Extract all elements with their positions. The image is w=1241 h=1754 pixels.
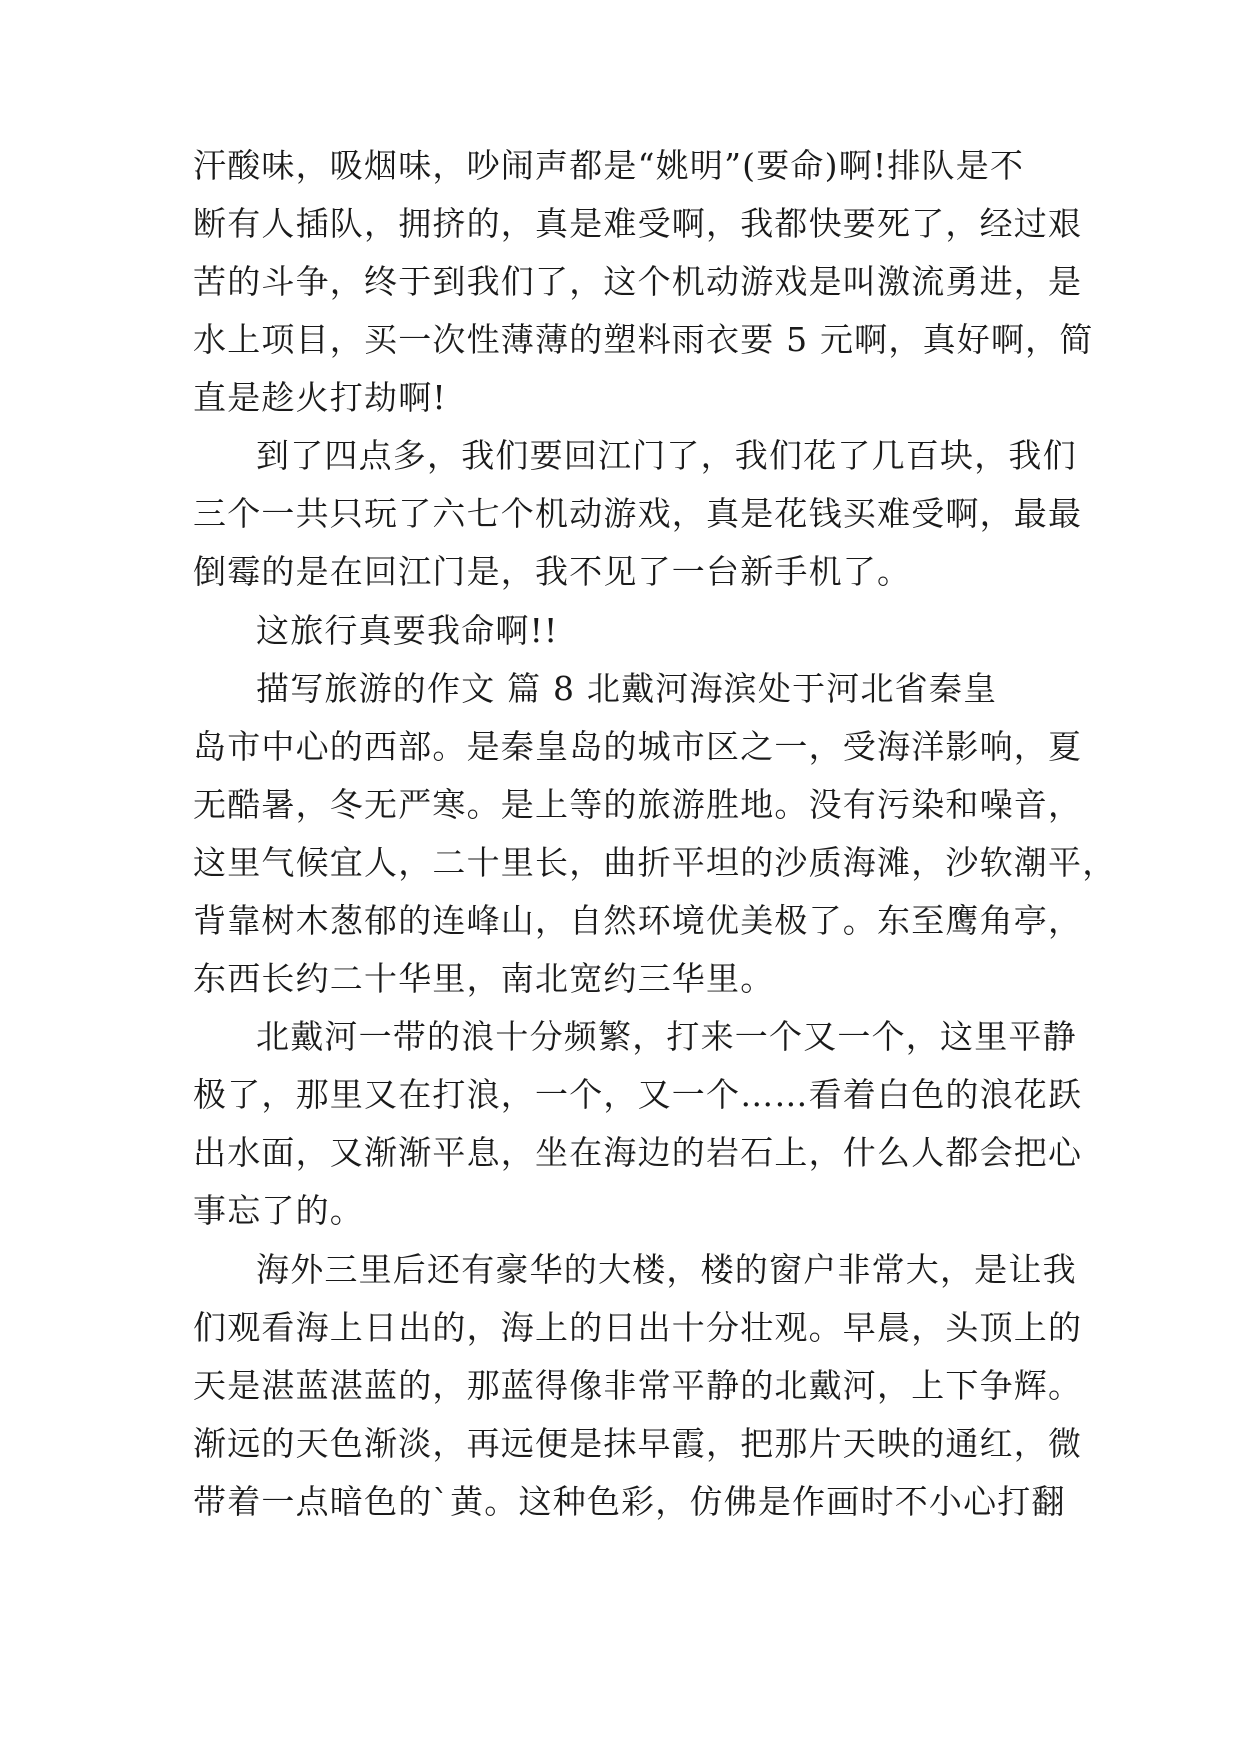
text-line: 倒霉的是在回江门是，我不见了一台新手机了。 <box>193 552 912 591</box>
text-line: 苦的斗争，终于到我们了，这个机动游戏是叫激流勇进，是 <box>193 262 1083 301</box>
text-line: 岛市中心的西部。是秦皇岛的城市区之一，受海洋影响，夏 <box>193 727 1083 766</box>
paragraph-start-line: 这旅行真要我命啊!! <box>256 611 559 650</box>
text-line: 背靠树木葱郁的连峰山，自然环境优美极了。东至鹰角亭， <box>193 901 1083 940</box>
section-heading-line: 描写旅游的作文 篇 8 北戴河海滨处于河北省秦皇 <box>256 669 998 708</box>
text-line: 无酷暑，冬无严寒。是上等的旅游胜地。没有污染和噪音， <box>193 785 1083 824</box>
paragraph-start-line: 北戴河一带的浪十分频繁，打来一个又一个，这里平静 <box>256 1017 1077 1056</box>
text-line: 水上项目，买一次性薄薄的塑料雨衣要 5 元啊，真好啊，简 <box>193 320 1094 359</box>
text-line: 直是趁火打劫啊! <box>193 378 447 417</box>
paragraph-start-line: 到了四点多，我们要回江门了，我们花了几百块，我们 <box>256 436 1077 475</box>
text-line: 汗酸味，吸烟味，吵闹声都是“姚明”(要命)啊!排队是不 <box>193 146 1025 185</box>
text-line: 三个一共只玩了六七个机动游戏，真是花钱买难受啊，最最 <box>193 494 1083 533</box>
text-line: 带着一点暗色的`黄。这种色彩，仿佛是作画时不小心打翻 <box>193 1482 1066 1521</box>
text-line: 东西长约二十华里，南北宽约三华里。 <box>193 959 775 998</box>
text-line: 出水面，又渐渐平息，坐在海边的岩石上，什么人都会把心 <box>193 1133 1083 1172</box>
text-line: 这里气候宜人，二十里长，曲折平坦的沙质海滩，沙软潮平， <box>193 843 1117 882</box>
text-line: 渐远的天色渐淡，再远便是抹早霞，把那片天映的通红，微 <box>193 1424 1083 1463</box>
text-line: 天是湛蓝湛蓝的，那蓝得像非常平静的北戴河，上下争辉。 <box>193 1366 1083 1405</box>
text-line: 极了，那里又在打浪，一个，又一个……看着白色的浪花跃 <box>193 1075 1083 1114</box>
paragraph-start-line: 海外三里后还有豪华的大楼，楼的窗户非常大，是让我 <box>256 1250 1077 1289</box>
text-line: 断有人插队，拥挤的，真是难受啊，我都快要死了，经过艰 <box>193 204 1083 243</box>
text-line: 们观看海上日出的，海上的日出十分壮观。早晨，头顶上的 <box>193 1308 1083 1347</box>
text-line: 事忘了的。 <box>193 1191 364 1230</box>
